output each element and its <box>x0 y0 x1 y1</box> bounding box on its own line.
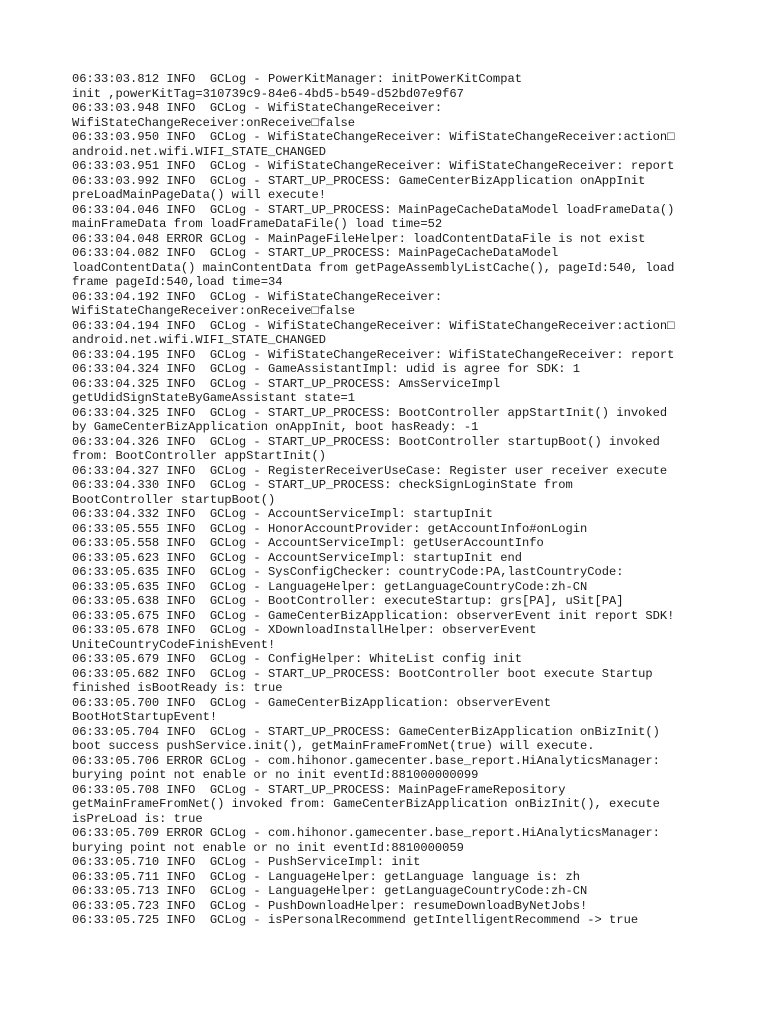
log-line: 06:33:05.710 INFO GCLog - PushServiceImpl: init <box>72 855 421 869</box>
log-line: 06:33:04.324 INFO GCLog - GameAssistantImpl: udid is agree for SDK: 1 <box>72 362 581 376</box>
log-line: 06:33:05.709 ERROR GCLog - com.hihonor.gamecenter.base_report.HiAnalyticsManager: <box>72 826 660 840</box>
log-line: init ,powerKitTag=310739c9-84e6-4bd5-b549-d52bd07e9f67 <box>72 86 464 101</box>
log-line: 06:33:05.675 INFO GCLog - GameCenterBizApplication: observerEvent init report SDK! <box>72 608 675 623</box>
log-line: boot success pushService.init(), getMainFrameFromNet(true) will execute. <box>72 739 595 753</box>
log-line: from: BootController appStartInit() <box>72 449 327 463</box>
log-line: android.net.wifi.WIFI_STATE_CHANGED <box>72 333 327 347</box>
log-line: 06:33:04.046 INFO GCLog - START_UP_PROCESS: MainPageCacheDataModel loadFrameData() <box>72 202 675 217</box>
log-line: UniteCountryCodeFinishEvent! <box>72 637 276 652</box>
log-line: 06:33:05.704 INFO GCLog - START_UP_PROCESS: GameCenterBizApplication onBizInit() <box>72 724 660 739</box>
log-line: 06:33:05.678 INFO GCLog - XDownloadInstallHelper: observerEvent <box>72 623 537 637</box>
log-line: mainFrameData from loadFrameDataFile() load time=52 <box>72 217 443 231</box>
log-line: finished isBootReady is: true <box>72 681 283 695</box>
log-line: burying point not enable or no init eventId:8810000059 <box>72 840 464 855</box>
log-line: 06:33:04.048 ERROR GCLog - MainPageFileHelper: loadContentDataFile is not exist <box>72 231 646 246</box>
log-line: 06:33:04.330 INFO GCLog - START_UP_PROCESS: checkSignLoginState from <box>72 478 573 492</box>
log-line: 06:33:05.700 INFO GCLog - GameCenterBizApplication: observerEvent <box>72 695 551 710</box>
log-line: 06:33:05.723 INFO GCLog - PushDownloadHelper: resumeDownloadByNetJobs! <box>72 898 588 913</box>
log-line: 06:33:04.326 INFO GCLog - START_UP_PROCESS: BootController startupBoot() invoked <box>72 434 660 449</box>
log-line: preLoadMainPageData() will execute! <box>72 188 327 202</box>
log-line: by GameCenterBizApplication onAppInit, boot hasReady: -1 <box>72 420 479 434</box>
log-line: getUdidSignStateByGameAssistant state=1 <box>72 391 356 405</box>
log-line: 06:33:04.332 INFO GCLog - AccountServiceImpl: startupInit <box>72 507 493 521</box>
log-line: loadContentData() mainContentData from getPageAssemblyListCache(), pageId:540, load <box>72 260 675 275</box>
log-line: frame pageId:540,load time=34 <box>72 275 283 289</box>
log-line: 06:33:05.623 INFO GCLog - AccountServiceImpl: startupInit end <box>72 550 522 565</box>
log-line: 06:33:03.992 INFO GCLog - START_UP_PROCESS: GameCenterBizApplication onAppInit <box>72 173 646 188</box>
log-line: 06:33:04.325 INFO GCLog - START_UP_PROCESS: AmsServiceImpl <box>72 376 501 391</box>
log-line: 06:33:04.325 INFO GCLog - START_UP_PROCESS: BootController appStartInit() invoked <box>72 405 668 420</box>
log-line: isPreLoad is: true <box>72 811 203 826</box>
log-line: 06:33:04.082 INFO GCLog - START_UP_PROCESS: MainPageCacheDataModel <box>72 246 559 260</box>
log-line: BootHotStartupEvent! <box>72 710 218 724</box>
log-line: 06:33:04.192 INFO GCLog - WifiStateChangeReceiver: <box>72 289 443 304</box>
log-line: 06:33:05.635 INFO GCLog - LanguageHelper: getLanguageCountryCode:zh-CN <box>72 579 588 594</box>
log-document <box>72 72 732 928</box>
log-line: 06:33:05.708 INFO GCLog - START_UP_PROCESS: MainPageFrameRepository <box>72 782 566 797</box>
log-line: WifiStateChangeReceiver:onReceive□false <box>72 115 356 130</box>
log-line: 06:33:04.194 INFO GCLog - WifiStateChangeReceiver: WifiStateChangeReceiver:action□ <box>72 318 675 333</box>
log-line: BootController startupBoot() <box>72 492 276 507</box>
log-line: 06:33:05.638 INFO GCLog - BootController: executeStartup: grs[PA], uSit[PA] <box>72 594 624 608</box>
log-line: 06:33:03.948 INFO GCLog - WifiStateChangeReceiver: <box>72 101 443 115</box>
log-line: 06:33:05.558 INFO GCLog - AccountServiceImpl: getUserAccountInfo <box>72 536 544 550</box>
log-line: 06:33:05.706 ERROR GCLog - com.hihonor.gamecenter.base_report.HiAnalyticsManager: <box>72 753 660 768</box>
log-line: getMainFrameFromNet() invoked from: GameCenterBizApplication onBizInit(), execute <box>72 797 660 811</box>
log-line: burying point not enable or no init eventId:881000000099 <box>72 768 479 782</box>
log-line: 06:33:04.327 INFO GCLog - RegisterReceiverUseCase: Register user receiver execute <box>72 463 668 478</box>
log-line: 06:33:05.679 INFO GCLog - ConfigHelper: WhiteList config init <box>72 652 522 666</box>
log-line: 06:33:03.812 INFO GCLog - PowerKitManager: initPowerKitCompat <box>72 72 522 86</box>
log-line: 06:33:04.195 INFO GCLog - WifiStateChangeReceiver: WifiStateChangeReceiver: report <box>72 347 675 362</box>
log-line: WifiStateChangeReceiver:onReceive□false <box>72 304 356 318</box>
log-line: 06:33:05.713 INFO GCLog - LanguageHelper: getLanguageCountryCode:zh-CN <box>72 884 588 898</box>
log-line: 06:33:03.950 INFO GCLog - WifiStateChangeReceiver: WifiStateChangeReceiver:action□ <box>72 130 675 144</box>
log-line: 06:33:05.635 INFO GCLog - SysConfigChecker: countryCode:PA,lastCountryCode: <box>72 565 624 579</box>
log-line: 06:33:05.555 INFO GCLog - HonorAccountProvider: getAccountInfo#onLogin <box>72 521 588 536</box>
log-line: 06:33:05.682 INFO GCLog - START_UP_PROCESS: BootController boot execute Startup <box>72 666 653 681</box>
log-line: 06:33:05.725 INFO GCLog - isPersonalRecommend getIntelligentRecommend -> true <box>72 913 639 927</box>
log-line: android.net.wifi.WIFI_STATE_CHANGED <box>72 144 327 159</box>
log-line: 06:33:05.711 INFO GCLog - LanguageHelper: getLanguage language is: zh <box>72 869 581 884</box>
log-line: 06:33:03.951 INFO GCLog - WifiStateChangeReceiver: WifiStateChangeReceiver: report <box>72 159 675 173</box>
